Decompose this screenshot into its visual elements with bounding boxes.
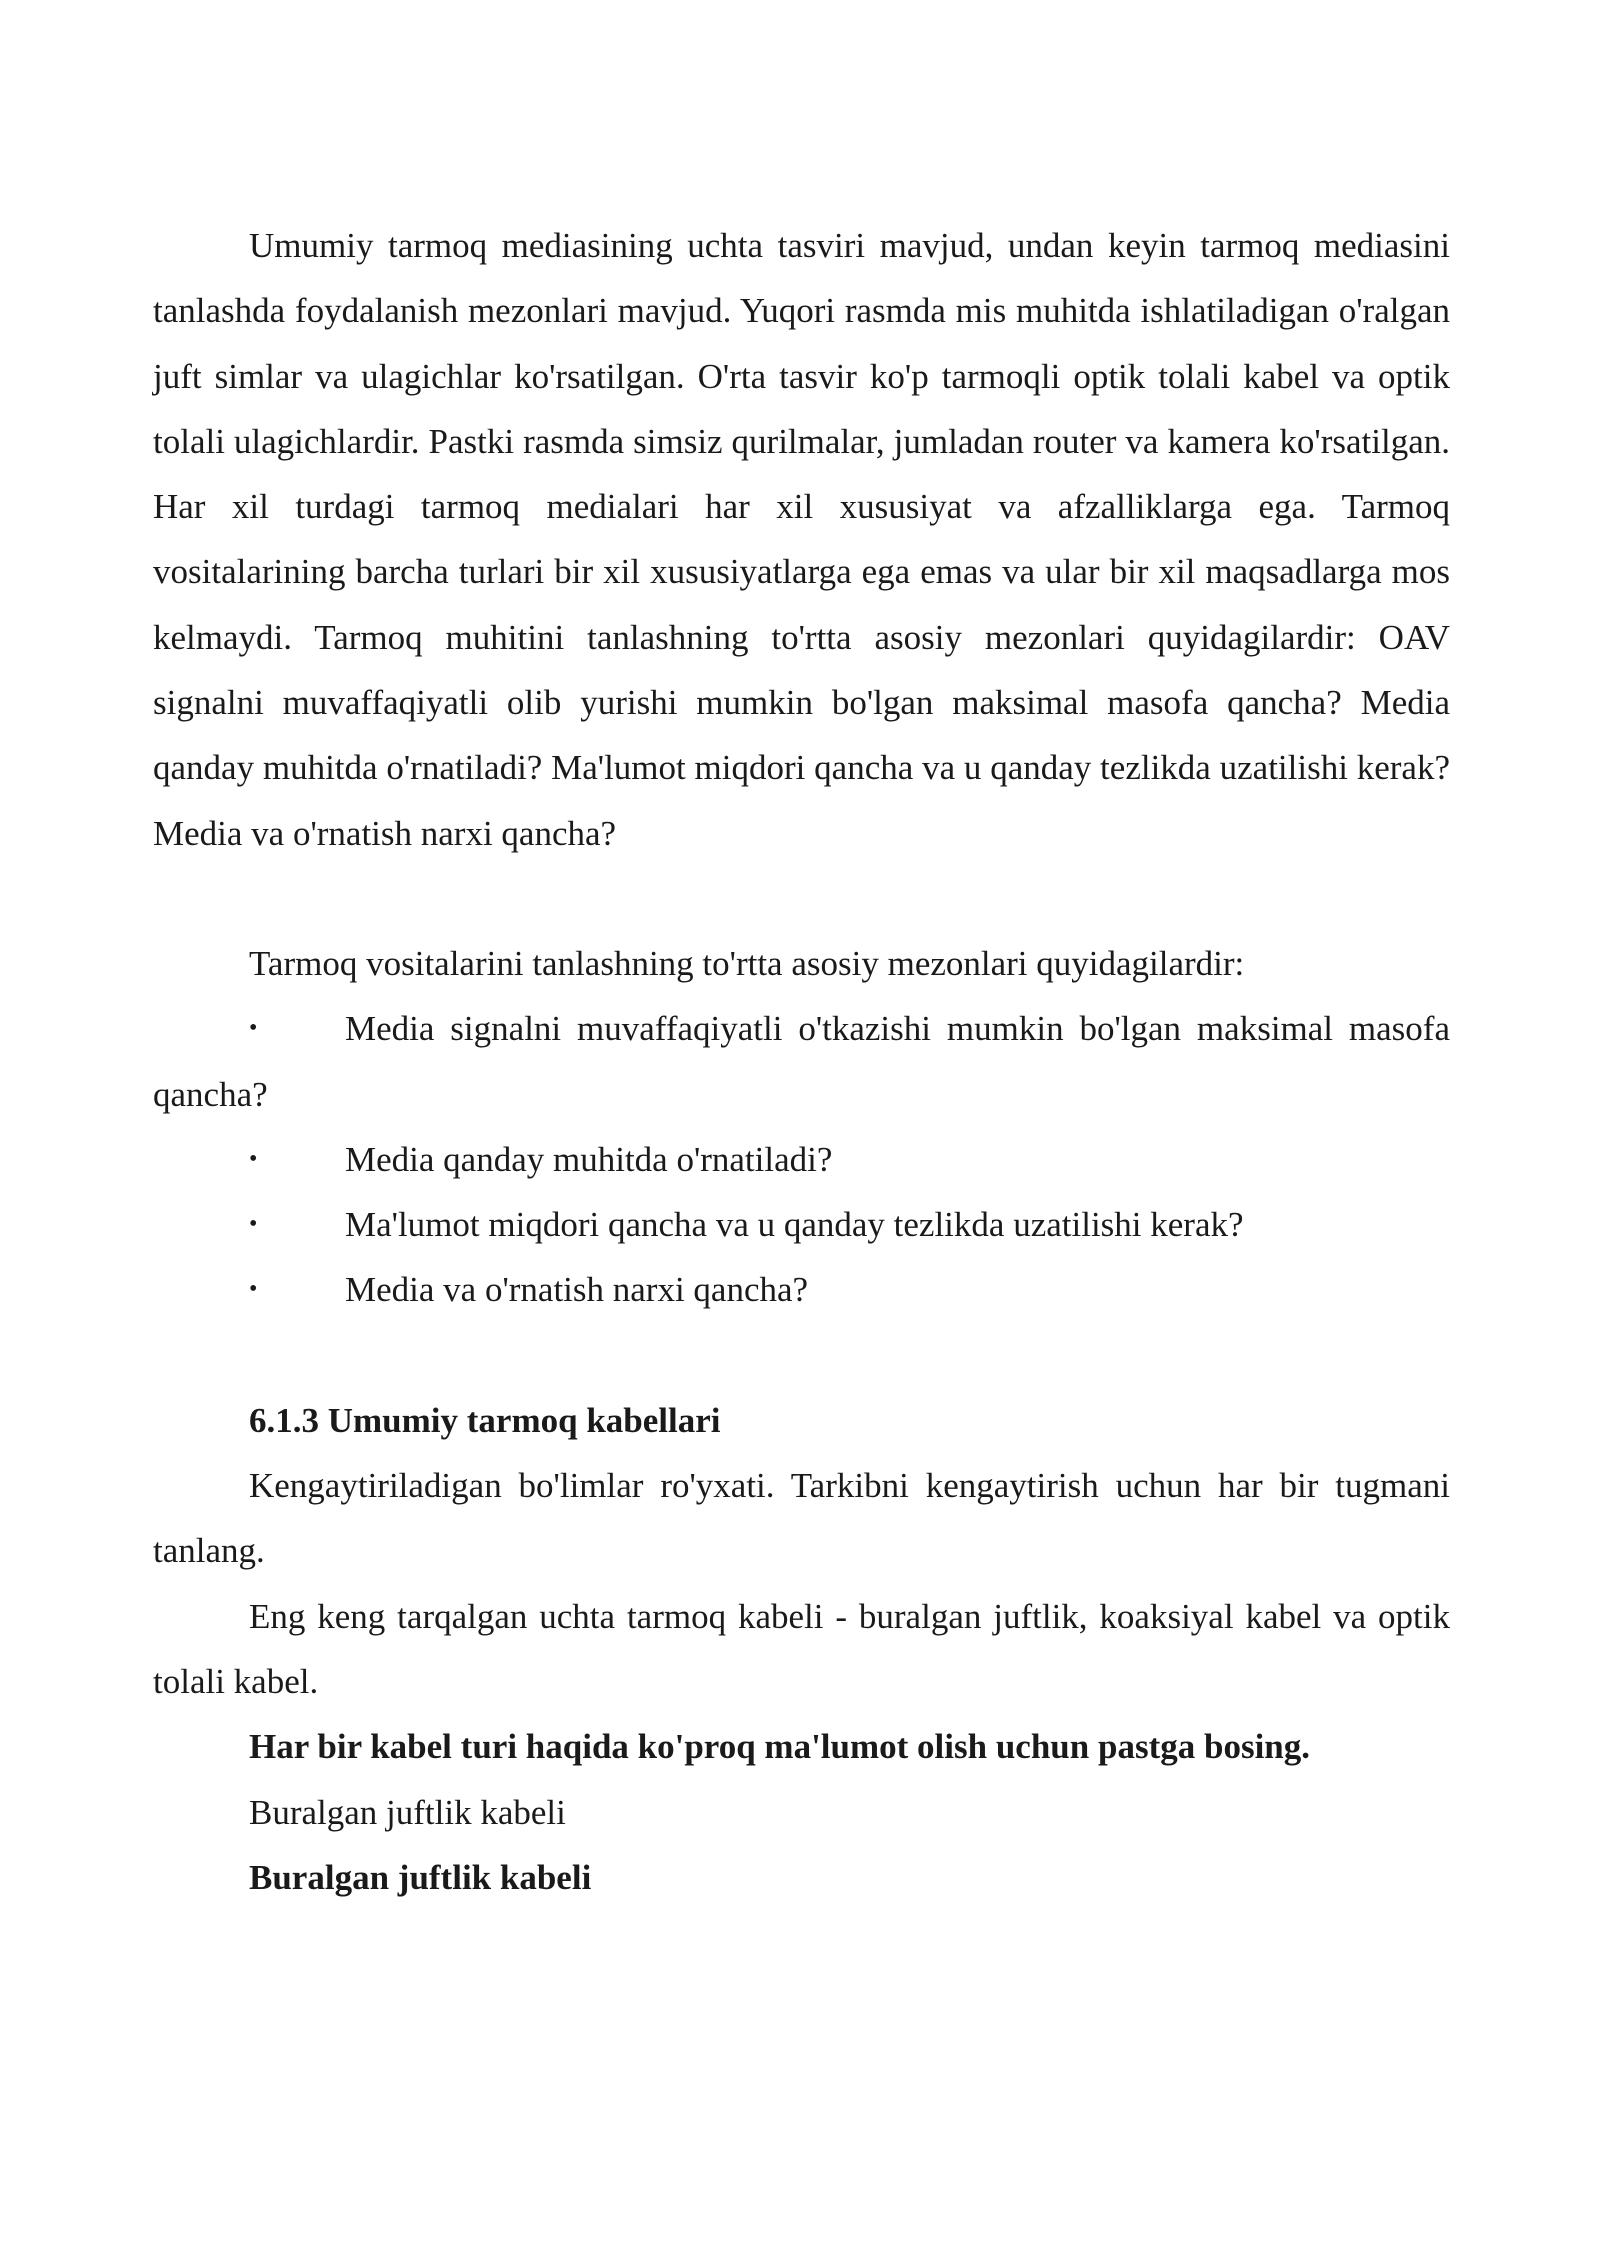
bullet-icon: • [249,1211,258,1238]
cable-heading: Buralgan juftlik kabeli [249,1857,592,1897]
section-heading: 6.1.3 Umumiy tarmoq kabellari [249,1400,721,1440]
spacer [153,1323,1450,1388]
bold-instruction: Har bir kabel turi haqida ko'proq ma'lumot olish uchun pastga bosing. [249,1727,1311,1767]
list-item-text: Media va o'rnatish narxi qancha? [345,1270,809,1310]
list-item [153,1192,1450,1257]
document-page [153,213,1450,1910]
list-item-text: Media signalni muvaffaqiyatli o'tkazishi mumkin bo'lgan maksimal masofa qancha? [153,1009,1450,1114]
list-item-text: Ma'lumot miqdori qancha va u qanday tezlikda uzatilishi kerak? [345,1205,1244,1245]
list-item-text: Media qanday muhitda o'rnatiladi? [345,1139,833,1179]
bullet-icon: • [249,1015,258,1042]
list-item [153,996,1450,1127]
intro-paragraph: Umumiy tarmoq mediasining uchta tasviri mavjud, undan keyin tarmoq mediasini tanlashda foydalanish mezonlari mavjud. Yuqori rasmda mis muhitda ishlatiladigan o'ralgan juft simlar va ulagichlar ko'rsatilgan. O'rta tasvir ko'p tarmoqli optik tolali kabel va optik tolali ulagichlardir. Pastki rasmda simsiz qurilmalar, jumladan router va kamera ko'rsatilgan. Har xil turdagi tarmoq medialari har xil xususiyat va afzalliklarga ega. Tarmoq vositalarining barcha turlari bir xil xususiyatlarga ega emas va ular bir xil maqsadlarga mos kelmaydi. Tarmoq muhitini tanlashning to'rtta asosiy mezonlari quyidagilardir: OAV signalni muvaffaqiyatli olib yurishi mumkin bo'lgan maksimal masofa qancha? Media qanday muhitda o'rnatiladi? Ma'lumot miqdori qancha va u qanday tezlikda uzatilishi kerak? Media va o'rnatish narxi qancha? [153,226,1450,853]
expandable-sections-paragraph: Kengaytiriladigan bo'limlar ro'yxati. Tarkibni kengaytirish uchun har bir tugmani tanlang. [153,1466,1450,1571]
list-item [153,1127,1450,1192]
bullet-icon: • [249,1145,258,1172]
cable-types-paragraph: Eng keng tarqalgan uchta tarmoq kabeli - buralgan juftlik, koaksiyal kabel va optik tolali kabel. [153,1596,1450,1701]
spacer [153,866,1450,931]
criteria-intro: Tarmoq vositalarini tanlashning to'rtta asosiy mezonlari quyidagilardir: [249,943,1245,983]
bullet-icon: • [249,1276,258,1303]
cable-label: Buralgan juftlik kabeli [249,1792,566,1832]
list-item [153,1257,1450,1322]
